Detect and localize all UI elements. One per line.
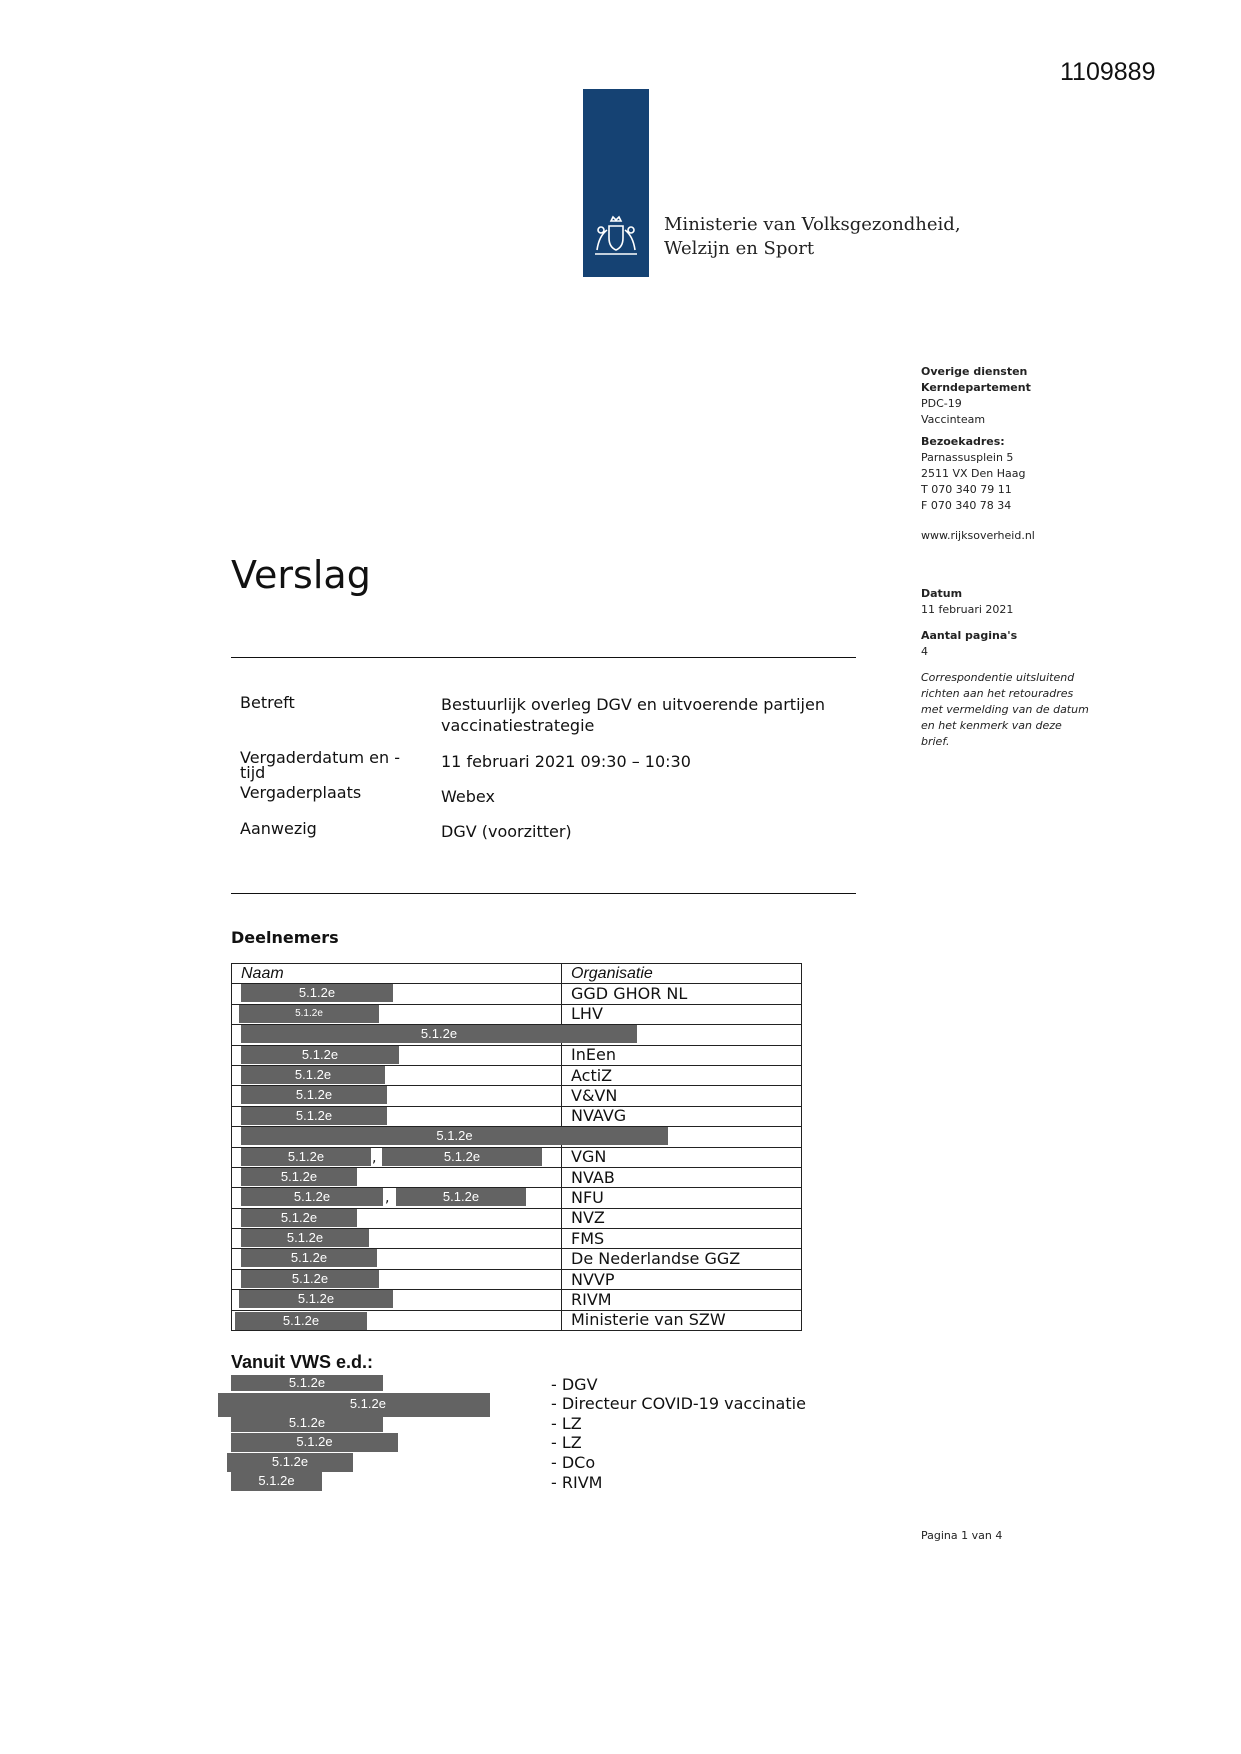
vws-role: - LZ <box>551 1414 582 1433</box>
subject-value <box>441 694 825 736</box>
organisation-cell: LHV <box>562 1004 802 1024</box>
subject-line-2: vaccinatiestrategie <box>441 716 595 735</box>
correspondence-note <box>921 670 1089 750</box>
table-row <box>232 1310 802 1330</box>
comma-separator: , <box>372 1149 377 1166</box>
vws-heading: Vanuit VWS e.d.: <box>231 1352 374 1372</box>
table-row <box>232 1229 802 1249</box>
participants-heading: Deelnemers <box>231 928 339 947</box>
organisation-cell: GGD GHOR NL <box>562 984 802 1004</box>
table-row <box>232 1065 802 1085</box>
vws-role: - Directeur COVID-19 vaccinatie <box>551 1394 806 1413</box>
table-row <box>232 1290 802 1310</box>
redaction-block: 5.1.2e <box>241 1086 387 1104</box>
dept-line-3: PDC-19 <box>921 397 962 410</box>
fax: F 070 340 78 34 <box>921 499 1012 512</box>
table-row <box>232 984 802 1004</box>
note-line: brief. <box>921 735 950 748</box>
column-header-name: Naam <box>232 964 562 984</box>
redaction-block: 5.1.2e <box>239 1290 393 1308</box>
redaction-block: 5.1.2e <box>239 1005 379 1023</box>
meeting-date-label <box>240 750 400 780</box>
pages-label: Aantal pagina's <box>921 629 1018 642</box>
city: 2511 VX Den Haag <box>921 467 1026 480</box>
vws-role: - RIVM <box>551 1473 603 1492</box>
redaction-block: 5.1.2e <box>241 1066 385 1084</box>
meeting-place-label: Vergaderplaats <box>240 783 362 802</box>
present-value: DGV (voorzitter) <box>441 822 572 841</box>
divider <box>231 657 856 658</box>
table-row <box>232 1086 802 1106</box>
organisation-cell: NVAVG <box>562 1106 802 1126</box>
meeting-date-value: 11 februari 2021 09:30 – 10:30 <box>441 752 691 771</box>
participants-table <box>231 963 802 1331</box>
organisation-cell: Ministerie van SZW <box>562 1310 802 1330</box>
dept-line-2: Kerndepartement <box>921 381 1031 394</box>
page-title: Verslag <box>231 553 371 597</box>
subject-label: Betreft <box>240 693 295 712</box>
redaction-block: 5.1.2e <box>231 1433 398 1452</box>
redaction-block: 5.1.2e <box>241 1107 387 1125</box>
organisation-cell: De Nederlandse GGZ <box>562 1249 802 1269</box>
redaction-block: 5.1.2e <box>231 1472 322 1491</box>
organisation-cell: NVVP <box>562 1269 802 1289</box>
meeting-place-value: Webex <box>441 787 495 806</box>
organisation-cell: InEen <box>562 1045 802 1065</box>
note-line: met vermelding van de datum <box>921 703 1089 716</box>
organisation-cell: FMS <box>562 1229 802 1249</box>
redaction-block: 5.1.2e <box>241 1209 357 1227</box>
vws-role: - LZ <box>551 1433 582 1452</box>
organisation-cell: RIVM <box>562 1290 802 1310</box>
table-row <box>232 1025 802 1045</box>
note-line: richten aan het retouradres <box>921 687 1074 700</box>
dept-line-4: Vaccinteam <box>921 413 986 426</box>
redaction-block: 5.1.2e <box>382 1148 542 1166</box>
note-line: Correspondentie uitsluitend <box>921 671 1075 684</box>
website: www.rijksoverheid.nl <box>921 529 1035 542</box>
column-header-organisation: Organisatie <box>562 964 802 984</box>
pages-value: 4 <box>921 645 928 658</box>
visit-address-label: Bezoekadres: <box>921 435 1005 448</box>
redaction-block: 5.1.2e <box>241 1270 379 1288</box>
ministry-line-2: Welzijn en Sport <box>664 238 815 259</box>
redaction-block: 5.1.2e <box>241 1148 371 1166</box>
date-value: 11 februari 2021 <box>921 603 1014 616</box>
meeting-date-label-line-1: Vergaderdatum en - <box>240 748 400 767</box>
table-row <box>232 1127 802 1147</box>
dept-line-1: Overige diensten <box>921 365 1028 378</box>
date-block <box>921 586 1089 750</box>
vws-role: - DCo <box>551 1453 596 1472</box>
redaction-block: 5.1.2e <box>241 1229 369 1247</box>
table-row <box>232 1269 802 1289</box>
page-number: Pagina 1 van 4 <box>921 1529 1003 1542</box>
redaction-block: 5.1.2e <box>227 1453 353 1472</box>
redaction-label: 5.1.2e <box>349 1396 386 1411</box>
ministry-name <box>664 213 961 261</box>
redaction-block: 5.1.2e <box>235 1312 367 1330</box>
redaction-block: 5.1.2e <box>241 984 393 1002</box>
phone: T 070 340 79 11 <box>921 483 1012 496</box>
redaction-block: 5.1.2e <box>241 1127 668 1145</box>
table-row <box>232 1167 802 1187</box>
redaction-block: 5.1.2e <box>241 1249 377 1267</box>
table-row <box>232 1188 802 1208</box>
present-label: Aanwezig <box>240 819 317 838</box>
vws-role: - DGV <box>551 1375 598 1394</box>
organisation-cell: VGN <box>562 1147 802 1167</box>
street: Parnassusplein 5 <box>921 451 1014 464</box>
organisation-cell: ActiZ <box>562 1065 802 1085</box>
organisation-cell: V&VN <box>562 1086 802 1106</box>
ministry-line-1: Ministerie van Volksgezondheid, <box>664 214 961 235</box>
department-block <box>921 364 1035 544</box>
subject-line-1: Bestuurlijk overleg DGV en uitvoerende partijen <box>441 695 825 714</box>
coat-of-arms-icon <box>589 212 643 262</box>
table-row <box>232 1045 802 1065</box>
redaction-block: 5.1.2e <box>231 1375 383 1391</box>
redaction-block: 5.1.2e <box>241 1025 637 1043</box>
document-number: 1109889 <box>1060 58 1156 86</box>
redaction-block: 5.1.2e <box>241 1188 383 1206</box>
redaction-block: 5.1.2e <box>396 1188 526 1206</box>
organisation-cell: NVAB <box>562 1167 802 1187</box>
redaction-block: 5.1.2e <box>241 1046 399 1064</box>
note-line: en het kenmerk van deze <box>921 719 1062 732</box>
redaction-block: 5.1.2e <box>241 1168 357 1186</box>
date-label: Datum <box>921 587 963 600</box>
redaction-block: 5.1.2e <box>231 1414 383 1432</box>
table-row <box>232 1208 802 1228</box>
table-row <box>232 1147 802 1167</box>
organisation-cell: NVZ <box>562 1208 802 1228</box>
table-row <box>232 1004 802 1024</box>
divider <box>231 893 856 894</box>
table-header-row <box>232 964 802 984</box>
organisation-cell: NFU <box>562 1188 802 1208</box>
table-row <box>232 1249 802 1269</box>
table-row <box>232 1106 802 1126</box>
comma-separator: , <box>385 1190 390 1207</box>
meeting-date-label-line-2: tijd <box>240 763 266 782</box>
